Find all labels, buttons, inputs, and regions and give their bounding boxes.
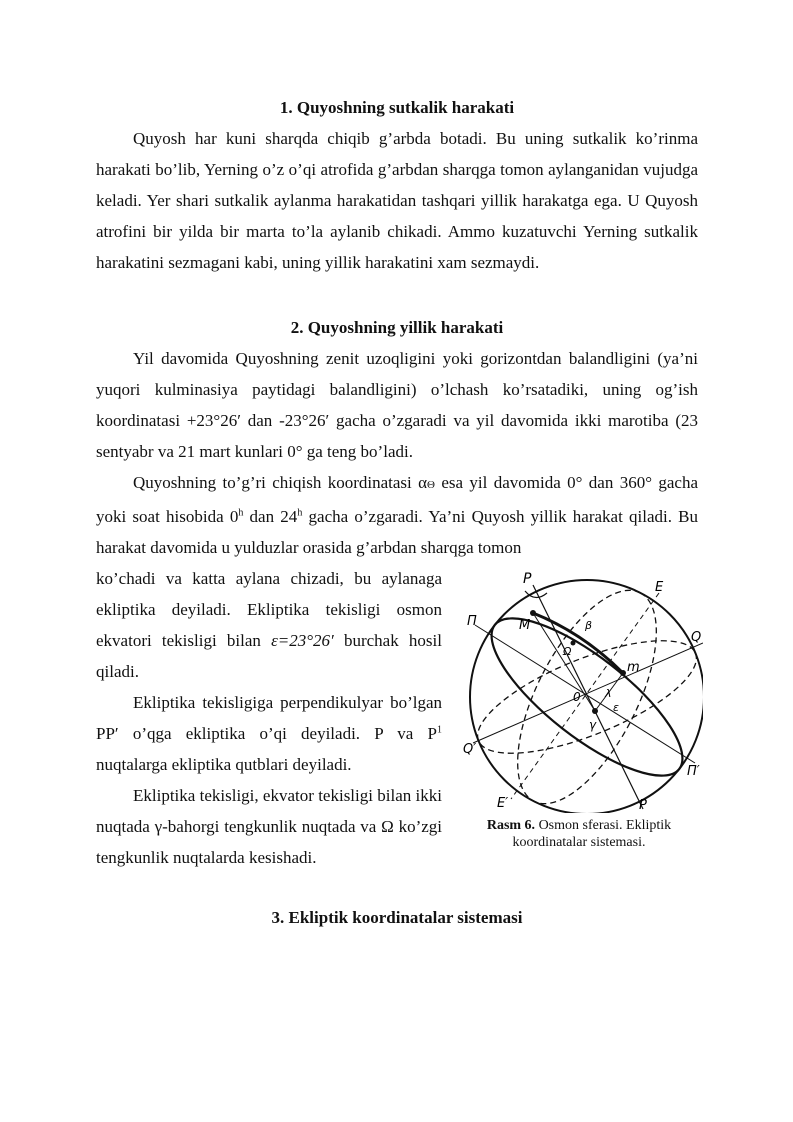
label-M: M xyxy=(519,618,531,633)
label-Q: Q xyxy=(691,630,702,645)
section-2-paragraph-3: ko’chadi va katta aylana chizadi, bu aylanaga ekliptika deyiladi. Ekliptika tekisligi osmon ekvatori tekisligi bilan ε=23°26′ burchak hosil qiladi. xyxy=(96,569,442,681)
celestial-sphere-diagram xyxy=(463,563,703,813)
label-P-bottom: P xyxy=(639,798,647,813)
label-eps: ε xyxy=(613,701,619,714)
text-with-figure xyxy=(96,563,702,873)
section-2-paragraph-1: Yil davomida Quyoshning zenit uzoqligini yoki gorizontdan balandligini (ya’ni yuqori kulminasiya paytidagi balandligini) o’lchash ko’rsatadiki, uning og’ish koordinatasi +23°26′ dan -23°26′ gacha o’zgaradi va yil davomida ikki marotiba (23 sentyabr va 21 mart kunlari 0° ga teng bo’ladi. xyxy=(96,349,698,461)
label-gamma: γ xyxy=(589,718,597,732)
label-E: E xyxy=(655,580,664,595)
section-3 xyxy=(96,902,698,933)
section-3-title: 3. Ekliptik koordinatalar sistemasi xyxy=(271,908,523,927)
section-1-paragraph: Quyosh har kuni sharqda chiqib g’arbda botadi. Bu uning sutkalik ko’rinma harakati bo’lib, Yerning o’z o’qi atrofida g’arbdan sharqga tomon aylanganidan vujudga keladi. Yer shari sutkalik aylanma harakatidan tashqari yillik harakatga ega. U Quyosh atrofini bir yilda bir marta to’la aylanib chikadi. Ammo kuzatuvchi Yerning sutkalik harakatini sezmagani kabi, uning yillik harakatini xam sezmaydi. xyxy=(96,129,698,272)
label-Eprime: E′ xyxy=(497,796,509,811)
meridian-ring xyxy=(489,570,684,813)
label-o: 0 xyxy=(573,690,581,704)
q-axis xyxy=(473,643,703,743)
section-1 xyxy=(96,92,698,278)
label-Pi: Π xyxy=(467,614,477,629)
label-Piprime: Π′ xyxy=(687,764,700,779)
sphere-outline xyxy=(470,580,703,813)
point-gamma xyxy=(592,708,598,714)
label-omega: Ω xyxy=(563,645,572,658)
point-m xyxy=(620,670,626,676)
point-M xyxy=(530,610,536,616)
section-2-paragraph-5: Ekliptika tekisligi, ekvator tekisligi bilan ikki nuqtada γ-bahorgi tengkunlik nuqtada va Ω ko’zgi tengkunlik nuqtalarda kesishadi. xyxy=(96,786,442,867)
section-2-title: 2. Quyoshning yillik harakati xyxy=(290,318,504,337)
label-Qprime: Q′ xyxy=(463,742,477,757)
section-1-title: 1. Quyoshning sutkalik harakati xyxy=(279,98,515,117)
figure-caption: Rasm 6. Osmon sferasi. Ekliptik koordinatalar sistemasi. xyxy=(486,818,672,850)
section-2-paragraph-4: Ekliptika tekisligiga perpendikulyar bo’lgan PP′ o’qga ekliptika o’qi deyiladi. P va $P^1$ nuqtalarga ekliptika qutblari deyiladi. xyxy=(96,693,442,774)
document-page xyxy=(96,92,702,933)
celestial-sphere-figure xyxy=(463,563,703,851)
label-P: P xyxy=(523,571,532,587)
label-m: m xyxy=(627,660,640,675)
label-lambda: λ xyxy=(605,687,612,700)
section-2 xyxy=(96,312,702,873)
section-2-paragraph-2: Quyoshning to’g’ri chiqish koordinatasi αΘ esa yil davomida 0° dan 360° gacha yoki soat hisobida 0$^h$ dan 24$^h$ gacha o’zgaradi. Ya’ni Quyosh yillik harakat qiladi. Bu harakat davomida u yulduzlar orasida g’arbdan sharqga tomon xyxy=(96,473,699,557)
label-beta: β xyxy=(585,619,593,632)
